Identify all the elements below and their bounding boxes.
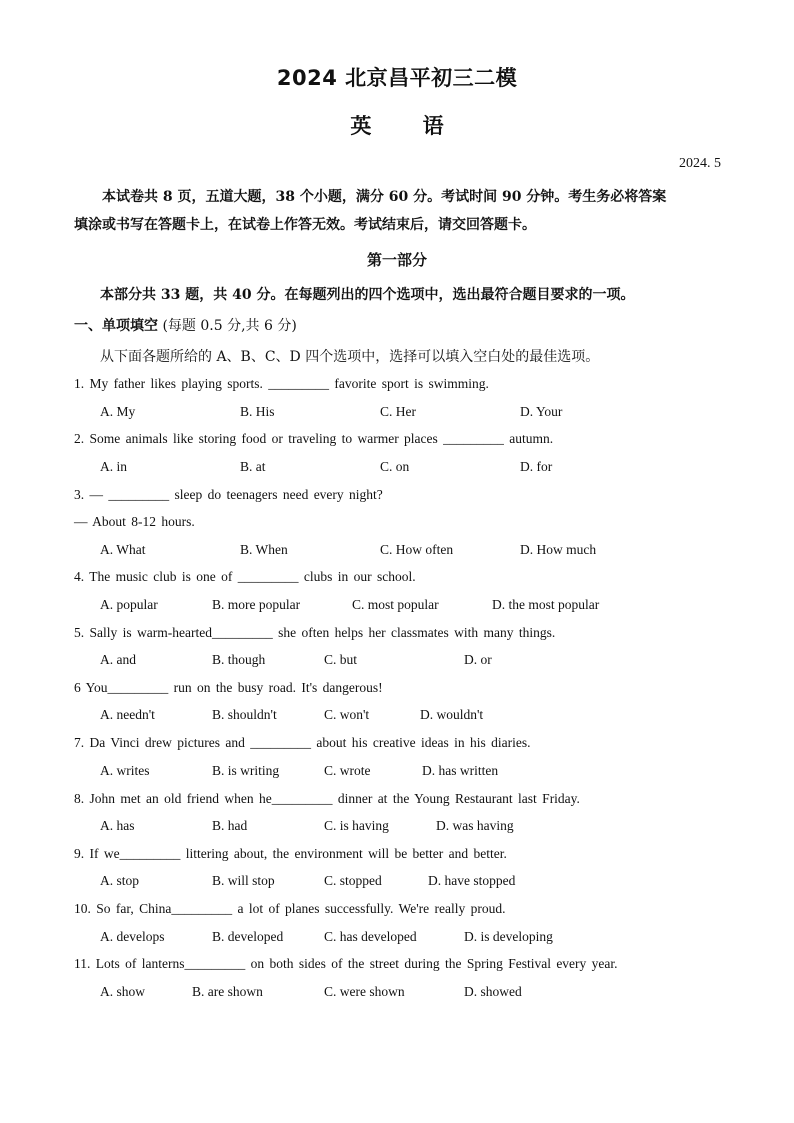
answer-option-c[interactable]: C. is having — [324, 818, 389, 834]
answer-option-c[interactable]: C. won't — [324, 707, 370, 723]
question-item — [74, 625, 734, 680]
instructions-line: 本试卷共 8 页，五道大题，38 个小题，满分 60 分。考试时间 90 分钟。考生务必将答案 — [102, 189, 667, 205]
answer-option-d[interactable]: D. the most popular — [492, 596, 600, 612]
answer-option-c[interactable]: C. most popular — [352, 596, 439, 612]
exam-date: 2024. 5 — [679, 156, 721, 171]
answer-options — [100, 652, 720, 672]
section-instruction: 从下面各题所给的 A、B、C、D 四个选项中，选择可以填入空白处的最佳选项。 — [100, 349, 600, 365]
answer-options — [100, 459, 720, 479]
answer-option-a[interactable]: A. needn't — [100, 707, 155, 723]
answer-option-c[interactable]: C. wrote — [324, 762, 371, 778]
answer-option-b[interactable]: B. is writing — [212, 762, 280, 778]
answer-option-a[interactable]: A. stop — [100, 873, 140, 889]
answer-options — [100, 707, 720, 727]
answer-options — [100, 542, 720, 562]
instructions-line: 填涂或书写在答题卡上，在试卷上作答无效。考试结束后，请交回答题卡。 — [74, 217, 536, 233]
answer-option-c[interactable]: C. were shown — [324, 983, 405, 999]
answer-option-b[interactable]: B. more popular — [212, 596, 301, 612]
question-item — [74, 431, 734, 486]
answer-option-a[interactable]: A. and — [100, 652, 136, 668]
answer-option-c[interactable]: C. How often — [380, 541, 454, 557]
question-item — [74, 376, 734, 431]
question-stem: 10. So far, China_________ a lot of planes successfully. We're really proud. — [74, 901, 506, 917]
answer-option-b[interactable]: B. will stop — [212, 873, 275, 889]
question-stem: 2. Some animals like storing food or traveling to warmer places _________ autumn. — [74, 431, 554, 447]
answer-options — [100, 404, 720, 424]
answer-option-d[interactable]: D. is developing — [464, 928, 553, 944]
answer-option-c[interactable]: C. has developed — [324, 928, 417, 944]
answer-option-b[interactable]: B. When — [240, 541, 288, 557]
answer-options — [100, 984, 720, 1004]
answer-option-b[interactable]: B. developed — [212, 928, 284, 944]
answer-option-b[interactable]: B. shouldn't — [212, 707, 277, 723]
question-item — [74, 901, 734, 956]
subject-char: 语 — [422, 114, 444, 138]
answer-option-b[interactable]: B. His — [240, 403, 275, 419]
answer-option-a[interactable]: A. has — [100, 818, 135, 834]
part-heading: 第一部分 — [366, 251, 427, 269]
question-stem: 5. Sally is warm-hearted_________ she often helps her classmates with many things. — [74, 624, 556, 640]
answer-option-b[interactable]: B. at — [240, 458, 266, 474]
answer-option-b[interactable]: B. though — [212, 652, 266, 668]
question-stem: 9. If we_________ littering about, the environment will be better and better. — [74, 845, 507, 861]
question-stem: 6 You_________ run on the busy road. It's dangerous! — [74, 679, 383, 695]
answer-option-d[interactable]: D. wouldn't — [420, 707, 484, 723]
question-item — [74, 956, 734, 1011]
answer-options — [100, 763, 720, 783]
answer-option-a[interactable]: A. writes — [100, 762, 150, 778]
answer-option-d[interactable]: D. showed — [464, 983, 522, 999]
question-item — [74, 791, 734, 846]
section-title — [74, 315, 297, 335]
answer-option-d[interactable]: D. has written — [422, 762, 499, 778]
answer-option-d[interactable]: D. or — [464, 652, 492, 668]
question-item — [74, 680, 734, 735]
answer-option-a[interactable]: A. My — [100, 403, 136, 419]
answer-option-b[interactable]: B. had — [212, 818, 248, 834]
answer-option-d[interactable]: D. How much — [520, 541, 597, 557]
answer-option-c[interactable]: C. but — [324, 652, 358, 668]
answer-options — [100, 929, 720, 949]
answer-option-d[interactable]: D. Your — [520, 403, 563, 419]
answer-option-b[interactable]: B. are shown — [192, 983, 263, 999]
question-item — [74, 487, 734, 570]
answer-option-c[interactable]: C. stopped — [324, 873, 382, 889]
answer-option-c[interactable]: C. on — [380, 458, 410, 474]
question-stem: 11. Lots of lanterns_________ on both sides of the street during the Spring Festival every year. — [74, 956, 618, 972]
answer-option-a[interactable]: A. What — [100, 541, 146, 557]
answer-option-d[interactable]: D. have stopped — [428, 873, 516, 889]
answer-option-d[interactable]: D. was having — [436, 818, 514, 834]
answer-options — [100, 597, 720, 617]
question-stem: 1. My father likes playing sports. _________ favorite sport is swimming. — [74, 376, 489, 391]
question-item — [74, 846, 734, 901]
section-title-text: 一、单项填空 — [74, 318, 158, 334]
subject-title — [0, 110, 794, 140]
exam-title: 2024 北京昌平初三二模 — [276, 66, 518, 90]
question-item — [74, 735, 734, 790]
question-stem: 7. Da Vinci drew pictures and _________ about his creative ideas in his diaries. — [74, 735, 531, 751]
subject-char: 英 — [350, 114, 372, 138]
answer-option-a[interactable]: A. show — [100, 983, 146, 999]
answer-option-d[interactable]: D. for — [520, 458, 553, 474]
answer-option-a[interactable]: A. in — [100, 458, 127, 474]
section-score: (每题 0.5 分,共 6 分) — [158, 318, 297, 334]
exam-instructions — [74, 183, 722, 239]
answer-option-c[interactable]: C. Her — [380, 403, 416, 419]
question-stem: 8. John met an old friend when he_________ dinner at the Young Restaurant last Friday. — [74, 790, 580, 806]
question-list — [74, 376, 734, 1012]
question-item — [74, 569, 734, 624]
part-description: 本部分共 33 题，共 40 分。在每题列出的四个选项中，选出最符合题目要求的一项。 — [100, 287, 635, 303]
question-stem: 4. The music club is one of _________ clubs in our school. — [74, 569, 416, 585]
answer-options — [100, 873, 720, 893]
answer-option-a[interactable]: A. develops — [100, 928, 165, 944]
question-stem-reply: — About 8-12 hours. — [74, 514, 195, 530]
answer-options — [100, 818, 720, 838]
question-stem: 3. — _________ sleep do teenagers need every night? — [74, 486, 383, 502]
answer-option-a[interactable]: A. popular — [100, 596, 158, 612]
